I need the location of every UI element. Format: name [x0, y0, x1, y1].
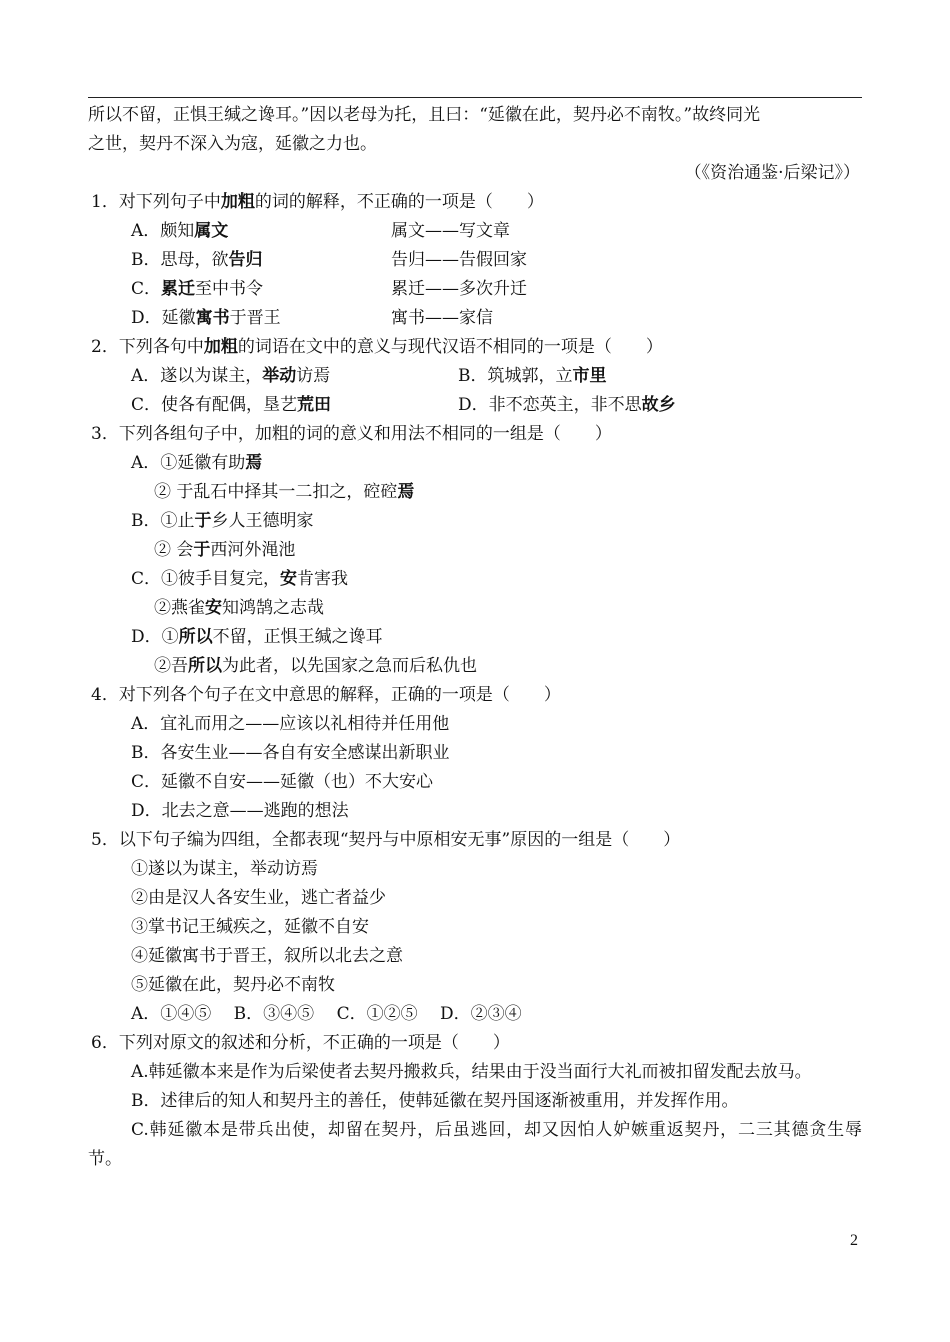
option-text: C．使各有配偶，垦艺 — [131, 395, 298, 415]
question-1-option-d — [88, 304, 862, 333]
option-text: ②吾 — [154, 656, 188, 676]
option-bold: 安 — [205, 598, 222, 618]
page-number: 2 — [850, 1232, 858, 1249]
option-text: 知鸿鹄之志哉 — [222, 598, 324, 618]
option-bold: 市里 — [572, 366, 607, 386]
option-text: D．非不恋英主，非不思 — [458, 395, 642, 415]
question-3-group-b-line-2 — [88, 536, 862, 565]
option-text: 为此者，以先国家之急而后私仇也 — [222, 656, 477, 676]
question-4-option-d: D．北去之意——逃跑的想法 — [131, 801, 349, 821]
option-bold: 属文 — [194, 221, 229, 241]
question-5-stem: 5．以下句子编为四组，全都表现“契丹与中原相安无事”原因的一组是（ ） — [91, 830, 681, 850]
document-page — [88, 101, 862, 1174]
option-bold: 于 — [193, 540, 211, 560]
option-bold: 于 — [194, 511, 212, 531]
question-5-item: ①遂以为谋主，举动访焉 — [131, 859, 318, 879]
passage-line: 所以不留，正惧王缄之谗耳。”因以老母为托，且曰：“延徽在此，契丹必不南牧。”故终同光 — [88, 105, 761, 125]
question-4-option-a: A．宜礼而用之——应该以礼相待并任用他 — [131, 714, 450, 734]
option-label: D． — [131, 627, 162, 647]
question-3-group-d-line-1 — [88, 623, 862, 652]
question-3-group-a-line-2 — [88, 478, 862, 507]
stem-bold: 加粗 — [220, 192, 255, 212]
option-text: A．颇知 — [131, 221, 195, 241]
question-6-option-b: B．述律后的知人和契丹主的善任，使韩延徽在契丹国逐渐被重用，并发挥作用。 — [131, 1091, 739, 1111]
option-text: A．遂以为谋主， — [131, 366, 263, 386]
option-text: B．思母，欲 — [131, 250, 229, 270]
question-3-group-c-line-1 — [88, 565, 862, 594]
question-5-item: ④延徽寓书于晋王，叙所以北去之意 — [131, 946, 403, 966]
option-bold: 寓书 — [195, 308, 230, 328]
question-6-option-a: A.韩延徽本来是作为后梁使者去契丹搬救兵，结果由于没当面行大礼而被扣留发配去放马。 — [131, 1062, 812, 1082]
option-text: ② 会 — [154, 540, 194, 560]
option-text: ② 于乱石中择其一二扣之，硿硿 — [154, 482, 398, 502]
option-explanation: 累迁——多次升迁 — [391, 279, 527, 299]
option-bold: 焉 — [397, 482, 415, 502]
stem-text: 2．下列各句中 — [91, 337, 204, 357]
question-2-stem — [88, 333, 862, 362]
stem-text: 的词的解释，不正确的一项是（ ） — [254, 192, 544, 212]
option-bold: 告归 — [228, 250, 263, 270]
stem-text: 1．对下列句子中 — [91, 192, 221, 212]
option-bold: 所以 — [188, 656, 222, 676]
option-bold: 故乡 — [641, 395, 676, 415]
stem-text: 的词语在文中的意义与现代汉语不相同的一项是（ ） — [237, 337, 663, 357]
option-explanation: 寓书——家信 — [391, 308, 493, 328]
question-5-item: ③掌书记王缄疾之，延徽不自安 — [131, 917, 369, 937]
option-text: 西河外渑池 — [210, 540, 296, 560]
option-text: D．延徽 — [131, 308, 196, 328]
option-text: 于晋王 — [229, 308, 281, 328]
option-text: ①延徽有助 — [160, 453, 246, 473]
option-bold: 焉 — [245, 453, 263, 473]
option-bold: 安 — [280, 569, 298, 589]
question-1-option-b — [88, 246, 862, 275]
passage-line: 之世，契丹不深入为寇，延徽之力也。 — [88, 134, 377, 154]
option-bold: 累迁 — [161, 279, 196, 299]
question-5-choices: A．①④⑤ B．③④⑤ C．①②⑤ D．②③④ — [131, 1004, 522, 1024]
option-explanation: 告归——告假回家 — [391, 250, 527, 270]
question-3-group-b-line-1 — [88, 507, 862, 536]
option-text: ①彼手目复完， — [161, 569, 281, 589]
option-text: 乡人王德明家 — [211, 511, 314, 531]
option-text: ②燕雀 — [154, 598, 205, 618]
option-text: 不留，正惧王缄之谗耳 — [212, 627, 383, 647]
header-rule — [88, 97, 862, 98]
question-4-option-b: B．各安生业——各自有安全感谋出新职业 — [131, 743, 450, 763]
option-label: C． — [131, 569, 162, 589]
option-bold: 所以 — [178, 627, 213, 647]
question-5-item: ⑤延徽在此，契丹必不南牧 — [131, 975, 335, 995]
question-6-option-c: C.韩延徽本是带兵出使，却留在契丹，后虽逃回，却又因怕人妒嫉重返契丹，二三其德贪生辱节。 — [88, 1120, 862, 1169]
question-6-stem: 6．下列对原文的叙述和分析，不正确的一项是（ ） — [91, 1033, 510, 1053]
question-3-group-a-line-1 — [88, 449, 862, 478]
option-text: 访焉 — [296, 366, 331, 386]
question-1-option-c — [88, 275, 862, 304]
option-explanation: 属文——写文章 — [391, 221, 510, 241]
option-text: C． — [131, 279, 162, 299]
question-3-stem: 3．下列各组句子中，加粗的词的意义和用法不相同的一组是（ ） — [91, 424, 612, 444]
question-4-stem: 4．对下列各个句子在文中意思的解释，正确的一项是（ ） — [91, 685, 561, 705]
option-text: 至中书令 — [195, 279, 264, 299]
option-bold: 荒田 — [297, 395, 332, 415]
question-3-group-d-line-2 — [88, 652, 862, 681]
question-4-option-c: C．延徽不自安——延徽（也）不大安心 — [131, 772, 434, 792]
option-label: A． — [131, 453, 161, 473]
stem-bold: 加粗 — [203, 337, 238, 357]
question-5-item: ②由是汉人各安生业，逃亡者益少 — [131, 888, 386, 908]
option-label: B． — [131, 511, 161, 531]
option-text: ① — [161, 627, 179, 647]
passage-source: （《资治通鉴·后梁记》） — [684, 163, 860, 183]
option-text: B．筑城郭，立 — [458, 366, 573, 386]
question-2-options-row — [88, 362, 862, 391]
question-2-options-row — [88, 391, 862, 420]
option-text: ①止 — [160, 511, 195, 531]
question-3-group-c-line-2 — [88, 594, 862, 623]
question-1-option-a — [88, 217, 862, 246]
option-bold: 举动 — [262, 366, 297, 386]
question-1-stem — [88, 188, 862, 217]
option-text: 肯害我 — [297, 569, 349, 589]
